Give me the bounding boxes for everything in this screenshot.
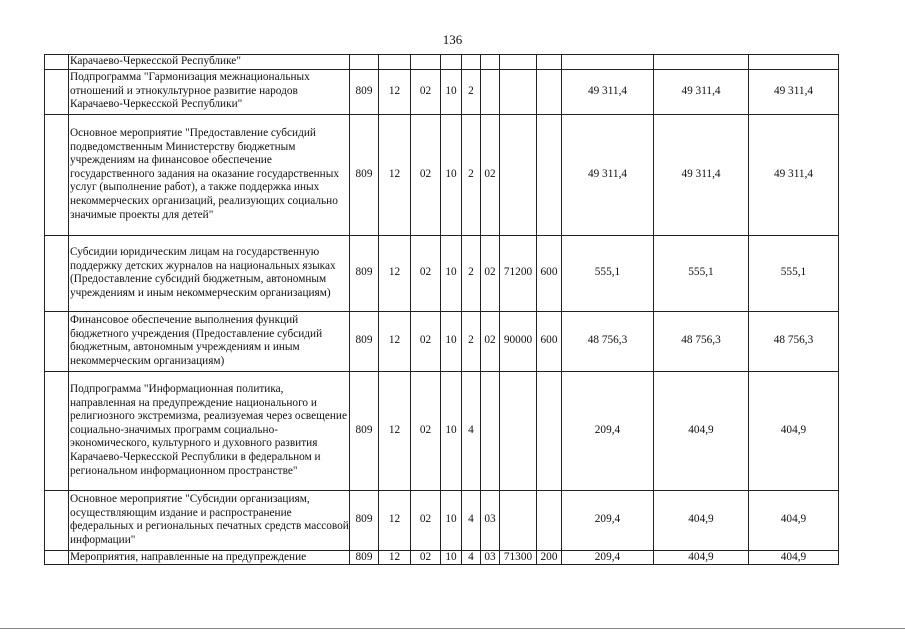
amount-year-2: 49 311,4 bbox=[654, 69, 749, 114]
row-margin-cell bbox=[45, 114, 69, 235]
code-direction: 71200 bbox=[500, 235, 537, 311]
amount-year-2: 48 756,3 bbox=[654, 311, 749, 371]
code-section: 12 bbox=[379, 311, 411, 371]
code-program bbox=[441, 55, 462, 70]
row-name: Основное мероприятие "Предоставление субсидий подведомственным Министерству бюджетным учреждениям на финансовое обеспечение государственного задания на оказание государственных услуг (выполнение работ), а также поддержка иных некоммерческих организаций, реализующих социально значимые проекты для детей" bbox=[69, 114, 350, 235]
table-row bbox=[45, 550, 839, 565]
code-subprogram: 2 bbox=[462, 114, 481, 235]
code-ministry: 809 bbox=[350, 114, 379, 235]
code-expense-type bbox=[537, 55, 562, 70]
row-name: Мероприятия, направленные на предупреждение bbox=[69, 550, 350, 565]
amount-year-3: 404,9 bbox=[749, 550, 839, 565]
code-subprogram: 2 bbox=[462, 235, 481, 311]
code-direction bbox=[500, 371, 537, 490]
code-program: 10 bbox=[441, 114, 462, 235]
code-ministry: 809 bbox=[350, 311, 379, 371]
table-row bbox=[45, 311, 839, 371]
code-subsection: 02 bbox=[411, 235, 441, 311]
code-ministry: 809 bbox=[350, 69, 379, 114]
code-section: 12 bbox=[379, 490, 411, 550]
row-margin-cell bbox=[45, 490, 69, 550]
code-expense-type: 200 bbox=[537, 550, 562, 565]
code-direction bbox=[500, 55, 537, 70]
row-margin-cell bbox=[45, 235, 69, 311]
code-expense-type bbox=[537, 69, 562, 114]
table-row bbox=[45, 114, 839, 235]
code-ministry: 809 bbox=[350, 235, 379, 311]
code-ministry: 809 bbox=[350, 550, 379, 565]
table-row bbox=[45, 235, 839, 311]
code-direction bbox=[500, 490, 537, 550]
code-subsection: 02 bbox=[411, 490, 441, 550]
code-event bbox=[481, 69, 500, 114]
code-expense-type bbox=[537, 114, 562, 235]
amount-year-1: 209,4 bbox=[562, 490, 654, 550]
code-program: 10 bbox=[441, 371, 462, 490]
amount-year-1: 209,4 bbox=[562, 550, 654, 565]
code-subprogram: 2 bbox=[462, 69, 481, 114]
code-event: 03 bbox=[481, 550, 500, 565]
code-expense-type: 600 bbox=[537, 235, 562, 311]
row-margin-cell bbox=[45, 550, 69, 565]
row-name: Основное мероприятие "Субсидии организациям, осуществляющим издание и распространение федеральных и региональных печатных средств массовой информации" bbox=[69, 490, 350, 550]
row-name: Подпрограмма "Гармонизация межнациональных отношений и этнокультурное развитие народов Карачаево-Черкесской Республики" bbox=[69, 69, 350, 114]
code-subprogram: 4 bbox=[462, 490, 481, 550]
amount-year-1: 49 311,4 bbox=[562, 69, 654, 114]
code-direction bbox=[500, 114, 537, 235]
code-direction: 71300 bbox=[500, 550, 537, 565]
code-event: 02 bbox=[481, 311, 500, 371]
amount-year-2: 555,1 bbox=[654, 235, 749, 311]
amount-year-3 bbox=[749, 55, 839, 70]
amount-year-1: 209,4 bbox=[562, 371, 654, 490]
amount-year-3: 404,9 bbox=[749, 371, 839, 490]
amount-year-2: 404,9 bbox=[654, 490, 749, 550]
code-subsection: 02 bbox=[411, 69, 441, 114]
amount-year-2: 49 311,4 bbox=[654, 114, 749, 235]
amount-year-1 bbox=[562, 55, 654, 70]
code-program: 10 bbox=[441, 311, 462, 371]
code-section: 12 bbox=[379, 550, 411, 565]
code-expense-type bbox=[537, 490, 562, 550]
row-margin-cell bbox=[45, 55, 69, 70]
code-subprogram: 4 bbox=[462, 550, 481, 565]
code-ministry bbox=[350, 55, 379, 70]
table-body bbox=[45, 55, 839, 565]
code-program: 10 bbox=[441, 490, 462, 550]
code-section bbox=[379, 55, 411, 70]
code-subprogram: 2 bbox=[462, 311, 481, 371]
amount-year-3: 404,9 bbox=[749, 490, 839, 550]
code-event: 02 bbox=[481, 235, 500, 311]
table-row bbox=[45, 55, 839, 70]
code-program: 10 bbox=[441, 69, 462, 114]
code-section: 12 bbox=[379, 235, 411, 311]
code-event: 02 bbox=[481, 114, 500, 235]
code-event: 03 bbox=[481, 490, 500, 550]
code-subsection: 02 bbox=[411, 311, 441, 371]
code-section: 12 bbox=[379, 114, 411, 235]
code-program: 10 bbox=[441, 235, 462, 311]
amount-year-3: 48 756,3 bbox=[749, 311, 839, 371]
code-expense-type: 600 bbox=[537, 311, 562, 371]
code-event bbox=[481, 371, 500, 490]
code-subsection bbox=[411, 55, 441, 70]
row-margin-cell bbox=[45, 69, 69, 114]
amount-year-3: 555,1 bbox=[749, 235, 839, 311]
code-subsection: 02 bbox=[411, 371, 441, 490]
table-row bbox=[45, 69, 839, 114]
code-ministry: 809 bbox=[350, 490, 379, 550]
budget-table bbox=[44, 54, 839, 565]
code-program: 10 bbox=[441, 550, 462, 565]
row-name: Субсидии юридическим лицам на государственную поддержку детских журналов на национальных языках (Предоставление субсидий бюджетным, автономным учреждениям и иным некоммерческим организациям) bbox=[69, 235, 350, 311]
code-subsection: 02 bbox=[411, 114, 441, 235]
amount-year-2: 404,9 bbox=[654, 550, 749, 565]
code-subprogram bbox=[462, 55, 481, 70]
code-direction bbox=[500, 69, 537, 114]
row-name: Подпрограмма "Информационная политика, направленная на предупреждение национального и религиозного экстремизма, реализуемая через освещение социально-значимых программ социально-экономического, культурного и духовного развития Карачаево-Черкесской Республики в федеральном и региональном информационном пространстве" bbox=[69, 371, 350, 490]
code-direction: 90000 bbox=[500, 311, 537, 371]
table-row bbox=[45, 490, 839, 550]
amount-year-1: 48 756,3 bbox=[562, 311, 654, 371]
row-margin-cell bbox=[45, 371, 69, 490]
amount-year-1: 49 311,4 bbox=[562, 114, 654, 235]
amount-year-3: 49 311,4 bbox=[749, 114, 839, 235]
table-row bbox=[45, 371, 839, 490]
code-section: 12 bbox=[379, 69, 411, 114]
code-event bbox=[481, 55, 500, 70]
amount-year-2 bbox=[654, 55, 749, 70]
code-section: 12 bbox=[379, 371, 411, 490]
amount-year-1: 555,1 bbox=[562, 235, 654, 311]
page-edge-line bbox=[0, 628, 905, 629]
code-expense-type bbox=[537, 371, 562, 490]
page-number: 136 bbox=[442, 32, 463, 47]
code-subprogram: 4 bbox=[462, 371, 481, 490]
amount-year-3: 49 311,4 bbox=[749, 69, 839, 114]
row-margin-cell bbox=[45, 311, 69, 371]
row-name: Карачаево-Черкесской Республике" bbox=[69, 55, 350, 70]
row-name: Финансовое обеспечение выполнения функций бюджетного учреждения (Предоставление субсидий бюджетным, автономным учреждениям и иным некоммерческим организациям) bbox=[69, 311, 350, 371]
code-ministry: 809 bbox=[350, 371, 379, 490]
code-subsection: 02 bbox=[411, 550, 441, 565]
amount-year-2: 404,9 bbox=[654, 371, 749, 490]
